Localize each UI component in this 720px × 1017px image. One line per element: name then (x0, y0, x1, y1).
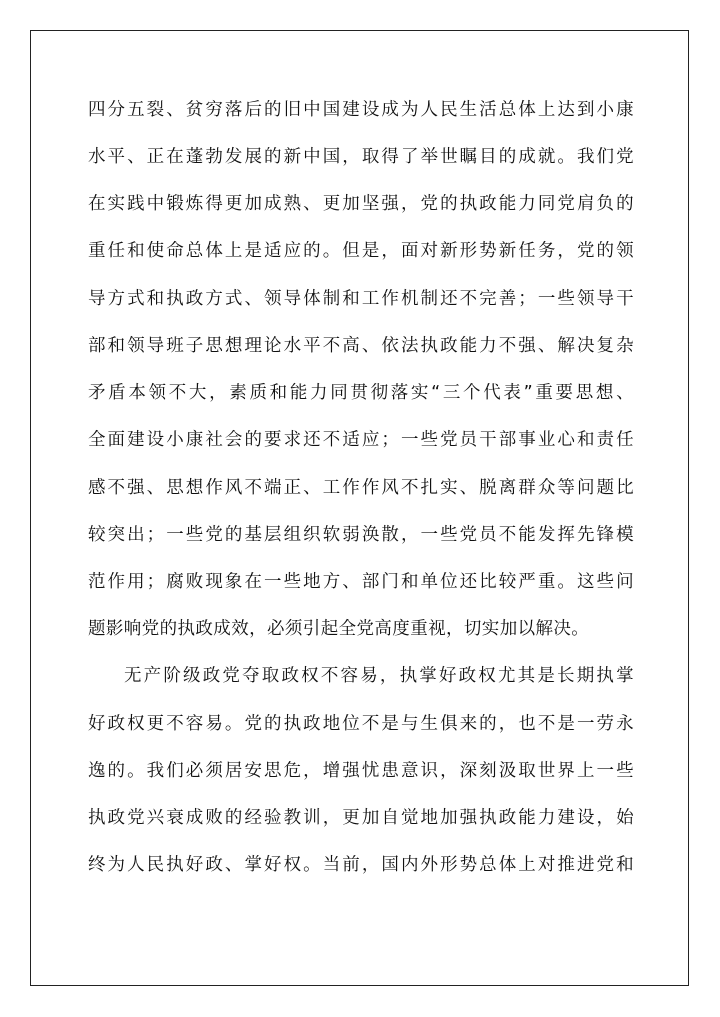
text-line: 矛盾本领不大，素质和能力同贯彻落实“三个代表”重要思想、 (88, 383, 634, 403)
text-line: 部和领导班子思想理论水平不高、依法执政能力不强、解决复杂 (88, 336, 634, 356)
text-line: 范作用；腐败现象在一些地方、部门和单位还比较严重。这些问 (88, 572, 634, 592)
text-line: 在实践中锻炼得更加成熟、更加坚强，党的执政能力同党肩负的 (88, 194, 634, 214)
text-line: 导方式和执政方式、领导体制和工作机制还不完善；一些领导干 (88, 289, 634, 309)
text-line: 好政权更不容易。党的执政地位不是与生俱来的，也不是一劳永 (88, 714, 634, 734)
text-line: 重任和使命总体上是适应的。但是，面对新形势新任务，党的领 (88, 241, 634, 261)
text-line: 水平、正在蓬勃发展的新中国，取得了举世瞩目的成就。我们党 (88, 147, 634, 167)
text-line: 逸的。我们必须居安思危，增强忧患意识，深刻汲取世界上一些 (88, 761, 634, 781)
text-line: 题影响党的执政成效，必须引起全党高度重视，切实加以解决。 (88, 619, 590, 639)
text-line: 执政党兴衰成败的经验教训，更加自觉地加强执政能力建设，始 (88, 808, 634, 828)
text-line: 较突出；一些党的基层组织软弱涣散，一些党员不能发挥先锋模 (88, 525, 634, 545)
text-line: 无产阶级政党夺取政权不容易，执掌好政权尤其是长期执掌 (124, 666, 634, 686)
text-line: 全面建设小康社会的要求还不适应；一些党员干部事业心和责任 (88, 430, 634, 450)
text-line: 感不强、思想作风不端正、工作作风不扎实、脱离群众等问题比 (88, 478, 634, 498)
page-frame (30, 30, 689, 986)
text-line: 四分五裂、贫穷落后的旧中国建设成为人民生活总体上达到小康 (88, 100, 634, 120)
text-line: 终为人民执好政、掌好权。当前，国内外形势总体上对推进党和 (88, 855, 634, 875)
